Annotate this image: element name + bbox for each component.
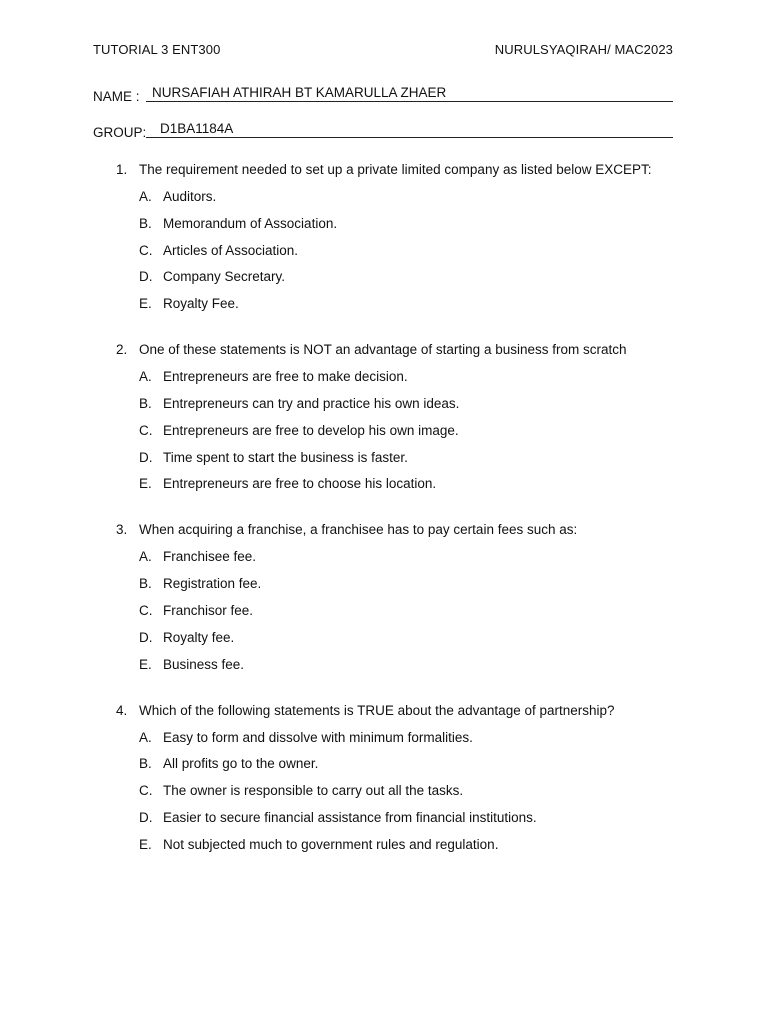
option-text: All profits go to the owner.: [163, 756, 319, 772]
question-number: 3.: [116, 522, 128, 538]
option-item: [116, 267, 716, 287]
option-item: [116, 214, 716, 234]
option-letter: D.: [139, 629, 153, 645]
option-letter: B.: [139, 215, 152, 231]
option-text: Not subjected much to government rules and regulation.: [163, 836, 499, 852]
option-item: [116, 628, 716, 648]
option-text: Company Secretary.: [163, 269, 286, 285]
question-item: [116, 340, 716, 494]
option-letter: A.: [139, 369, 152, 385]
option-text: Auditors.: [163, 189, 217, 204]
option-list: [116, 367, 716, 494]
header-course-code: TUTORIAL 3 ENT300: [93, 42, 221, 57]
group-field-row: [93, 120, 673, 140]
option-text: Franchisee fee.: [163, 549, 257, 565]
option-text: Memorandum of Association.: [163, 215, 338, 231]
question-text: One of these statements is NOT an advantage of starting a business from scratch: [139, 342, 627, 358]
option-text: Time spent to start the business is faster.: [163, 449, 408, 465]
option-item: [116, 294, 716, 314]
question-list: [116, 160, 716, 881]
option-letter: B.: [139, 576, 152, 592]
option-letter: E.: [139, 836, 152, 852]
option-text: Royalty Fee.: [163, 296, 239, 312]
option-item: [116, 574, 716, 594]
group-underline: [146, 137, 673, 138]
option-letter: C.: [139, 422, 153, 438]
option-item: [116, 547, 716, 567]
option-item: [116, 187, 716, 207]
question-text: Which of the following statements is TRUE about the advantage of partnership?: [139, 702, 615, 718]
question-number: 2.: [116, 342, 128, 358]
option-letter: A.: [139, 189, 152, 204]
name-underline: [146, 101, 673, 102]
group-label: GROUP:: [93, 125, 147, 140]
option-item: [116, 601, 716, 621]
option-item: [116, 835, 716, 855]
option-letter: B.: [139, 756, 152, 772]
option-text: Entrepreneurs are free to make decision.: [163, 369, 408, 385]
header-author-date: NURULSYAQIRAH/ MAC2023: [494, 42, 673, 57]
option-text: Business fee.: [163, 656, 245, 672]
option-letter: E.: [139, 296, 152, 312]
option-letter: D.: [139, 269, 153, 285]
option-letter: D.: [139, 449, 153, 465]
option-item: [116, 728, 716, 748]
option-item: [116, 754, 716, 774]
question-item: [116, 160, 716, 314]
option-letter: A.: [139, 549, 152, 565]
question-number: 1.: [116, 162, 128, 177]
option-text: Franchisor fee.: [163, 602, 254, 618]
option-list: [116, 728, 716, 855]
option-letter: E.: [139, 476, 152, 492]
option-text: Easy to form and dissolve with minimum formalities.: [163, 729, 473, 745]
question-item: [116, 520, 716, 674]
option-item: [116, 241, 716, 261]
option-letter: C.: [139, 602, 153, 618]
option-text: The owner is responsible to carry out all the tasks.: [163, 783, 464, 799]
option-text: Entrepreneurs can try and practice his own ideas.: [163, 395, 460, 411]
name-label: NAME :: [93, 89, 140, 104]
option-text: Articles of Association.: [163, 242, 299, 258]
option-item: [116, 474, 716, 494]
option-item: [116, 421, 716, 441]
option-letter: C.: [139, 242, 153, 258]
option-letter: A.: [139, 729, 152, 745]
option-letter: D.: [139, 809, 153, 825]
option-letter: C.: [139, 783, 153, 799]
option-letter: B.: [139, 395, 152, 411]
option-text: Easier to secure financial assistance from financial institutions.: [163, 809, 537, 825]
option-text: Entrepreneurs are free to choose his location.: [163, 476, 437, 492]
question-item: [116, 701, 716, 855]
option-item: [116, 808, 716, 828]
question-number: 4.: [116, 702, 128, 718]
name-value: NURSAFIAH ATHIRAH BT KAMARULLA ZHAER: [152, 85, 447, 100]
option-item: [116, 448, 716, 468]
option-text: Registration fee.: [163, 576, 262, 592]
option-item: [116, 781, 716, 801]
option-list: [116, 547, 716, 674]
option-item: [116, 367, 716, 387]
option-text: Entrepreneurs are free to develop his own image.: [163, 422, 459, 438]
option-item: [116, 655, 716, 675]
question-text: The requirement needed to set up a private limited company as listed below EXCEPT:: [139, 162, 652, 177]
option-item: [116, 394, 716, 414]
option-text: Royalty fee.: [163, 629, 235, 645]
option-letter: E.: [139, 656, 152, 672]
option-list: [116, 187, 716, 314]
question-text: When acquiring a franchise, a franchisee has to pay certain fees such as:: [139, 522, 578, 538]
group-value: D1BA1184A: [160, 121, 234, 136]
name-field-row: [93, 84, 673, 104]
